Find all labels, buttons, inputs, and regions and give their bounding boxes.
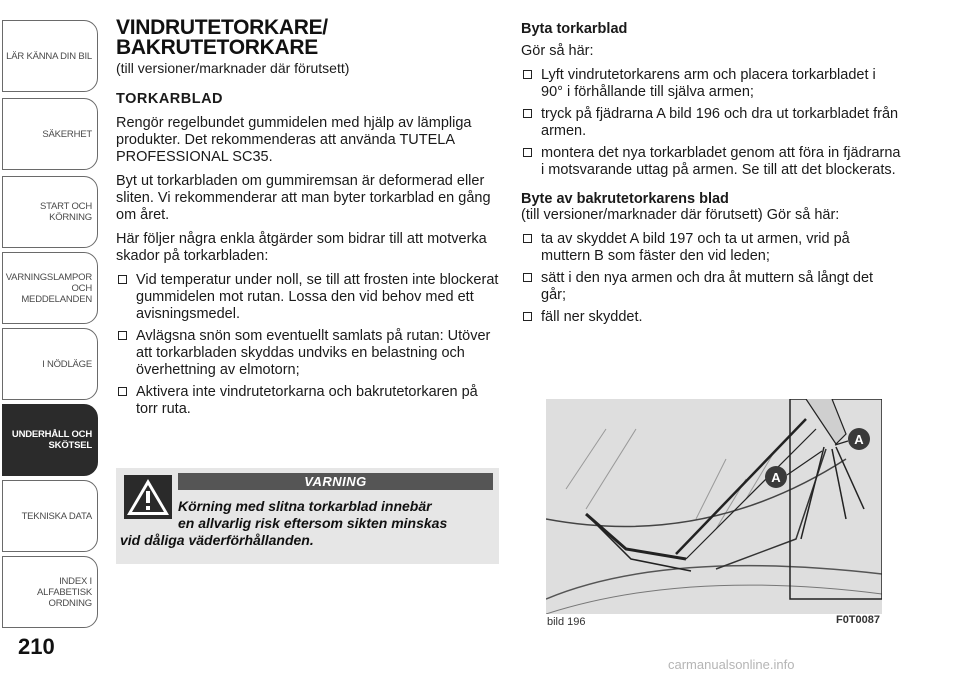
subtitle: (till versioner/marknader där förutsett) bbox=[116, 60, 350, 76]
steps-list-2 bbox=[521, 231, 901, 326]
page-title bbox=[116, 18, 500, 58]
list-item: Aktivera inte vindrutetorkarna och bakrutetorkaren på torr ruta. bbox=[116, 384, 500, 418]
callout-a-upper-label: A bbox=[854, 432, 864, 447]
checkbox-bullet-icon bbox=[523, 312, 532, 321]
list-item: montera det nya torkarbladet genom att föra in fjädrarna i motsvarande uttag på armen. Se till att det blockerats. bbox=[521, 145, 901, 179]
tab-tekniska-data[interactable]: TEKNISKA DATA bbox=[2, 480, 98, 552]
title-line-1: VINDRUTETORKARE/ bbox=[116, 16, 328, 39]
tab-index[interactable]: INDEX I ALFABETISK ORDNING bbox=[2, 556, 98, 628]
checkbox-bullet-icon bbox=[118, 275, 127, 284]
left-column bbox=[116, 18, 500, 425]
list-item: Vid temperatur under noll, se till att frosten inte blockerat gummidelen mot rutan. Lossa den vid behov med ett avisningsmedel. bbox=[116, 272, 500, 323]
warning-text: Körning med slitna torkarblad innebär en allvarlig risk eftersom sikten minskas vid dåliga väderförhållanden. bbox=[120, 498, 448, 548]
chapter-sidebar bbox=[0, 0, 100, 678]
tab-sakerhet[interactable]: SÄKERHET bbox=[2, 98, 98, 170]
steps-list-1 bbox=[521, 67, 901, 179]
intro-1: Gör så här: bbox=[521, 43, 594, 59]
tab-lar-kanna-din-bil[interactable]: LÄR KÄNNA DIN BIL bbox=[2, 20, 98, 92]
figure-caption: bild 196 bbox=[547, 616, 586, 628]
intro-2: (till versioner/marknader där förutsett) Gör så här: bbox=[521, 207, 840, 223]
list-item: fäll ner skyddet. bbox=[521, 309, 901, 326]
tab-i-nodlage[interactable]: I NÖDLÄGE bbox=[2, 328, 98, 400]
checkbox-bullet-icon bbox=[523, 273, 532, 282]
list-item: Lyft vindrutetorkarens arm och placera torkarbladet i 90° i förhållande till själva armen; bbox=[521, 67, 901, 101]
right-column bbox=[521, 21, 901, 333]
figure-196 bbox=[546, 399, 882, 631]
checkbox-bullet-icon bbox=[118, 387, 127, 396]
heading-byta-torkarblad: Byta torkarblad bbox=[521, 21, 628, 37]
warning-label: VARNING bbox=[178, 473, 493, 490]
list-item: Avlägsna snön som eventuellt samlats på rutan: Utöver att torkarbladen skyddas undviks en belastning och överhettning av elmotorn; bbox=[116, 328, 500, 379]
checkbox-bullet-icon bbox=[523, 109, 532, 118]
checkbox-bullet-icon bbox=[523, 148, 532, 157]
figure-code: F0T0087 bbox=[835, 614, 880, 626]
heading-bakrutetorkare: Byte av bakrutetorkarens blad bbox=[521, 191, 729, 207]
wiper-illustration bbox=[546, 399, 882, 614]
list-item: sätt i den nya armen och dra åt muttern så långt det går; bbox=[521, 270, 901, 304]
section-heading: TORKARBLAD bbox=[116, 91, 224, 107]
paragraph-1: Rengör regelbundet gummidelen med hjälp av lämpliga produkter. Det rekommenderas att använda TUTELA PROFESSIONAL SC35. bbox=[116, 115, 472, 165]
checkbox-bullet-icon bbox=[523, 70, 532, 79]
title-line-2: BAKRUTETORKARE bbox=[116, 36, 318, 59]
watermark: carmanualsonline.info bbox=[668, 657, 795, 672]
care-list bbox=[116, 272, 500, 418]
callout-a-lower-label: A bbox=[771, 470, 781, 485]
tab-start-och-korning[interactable]: START OCH KÖRNING bbox=[2, 176, 98, 248]
tab-underhall-och-skotsel[interactable]: UNDERHÅLL OCH SKÖTSEL bbox=[2, 404, 98, 476]
paragraph-2: Byt ut torkarbladen om gummiremsan är deformerad eller sliten. Vi rekommenderar att man byter torkarblad en gång om året. bbox=[116, 173, 491, 223]
checkbox-bullet-icon bbox=[523, 234, 532, 243]
page-number: 210 bbox=[18, 634, 55, 659]
list-item: tryck på fjädrarna A bild 196 och dra ut torkarbladet från armen. bbox=[521, 106, 901, 140]
checkbox-bullet-icon bbox=[118, 331, 127, 340]
paragraph-3: Här följer några enkla åtgärder som bidrar till att motverka skador på torkarbladen: bbox=[116, 231, 487, 264]
warning-box bbox=[116, 468, 499, 564]
tab-varningslampor[interactable]: VARNINGSLAMPOR OCH MEDDELANDEN bbox=[2, 252, 98, 324]
list-item: ta av skyddet A bild 197 och ta ut armen, vrid på muttern B som fäster den vid leden; bbox=[521, 231, 901, 265]
